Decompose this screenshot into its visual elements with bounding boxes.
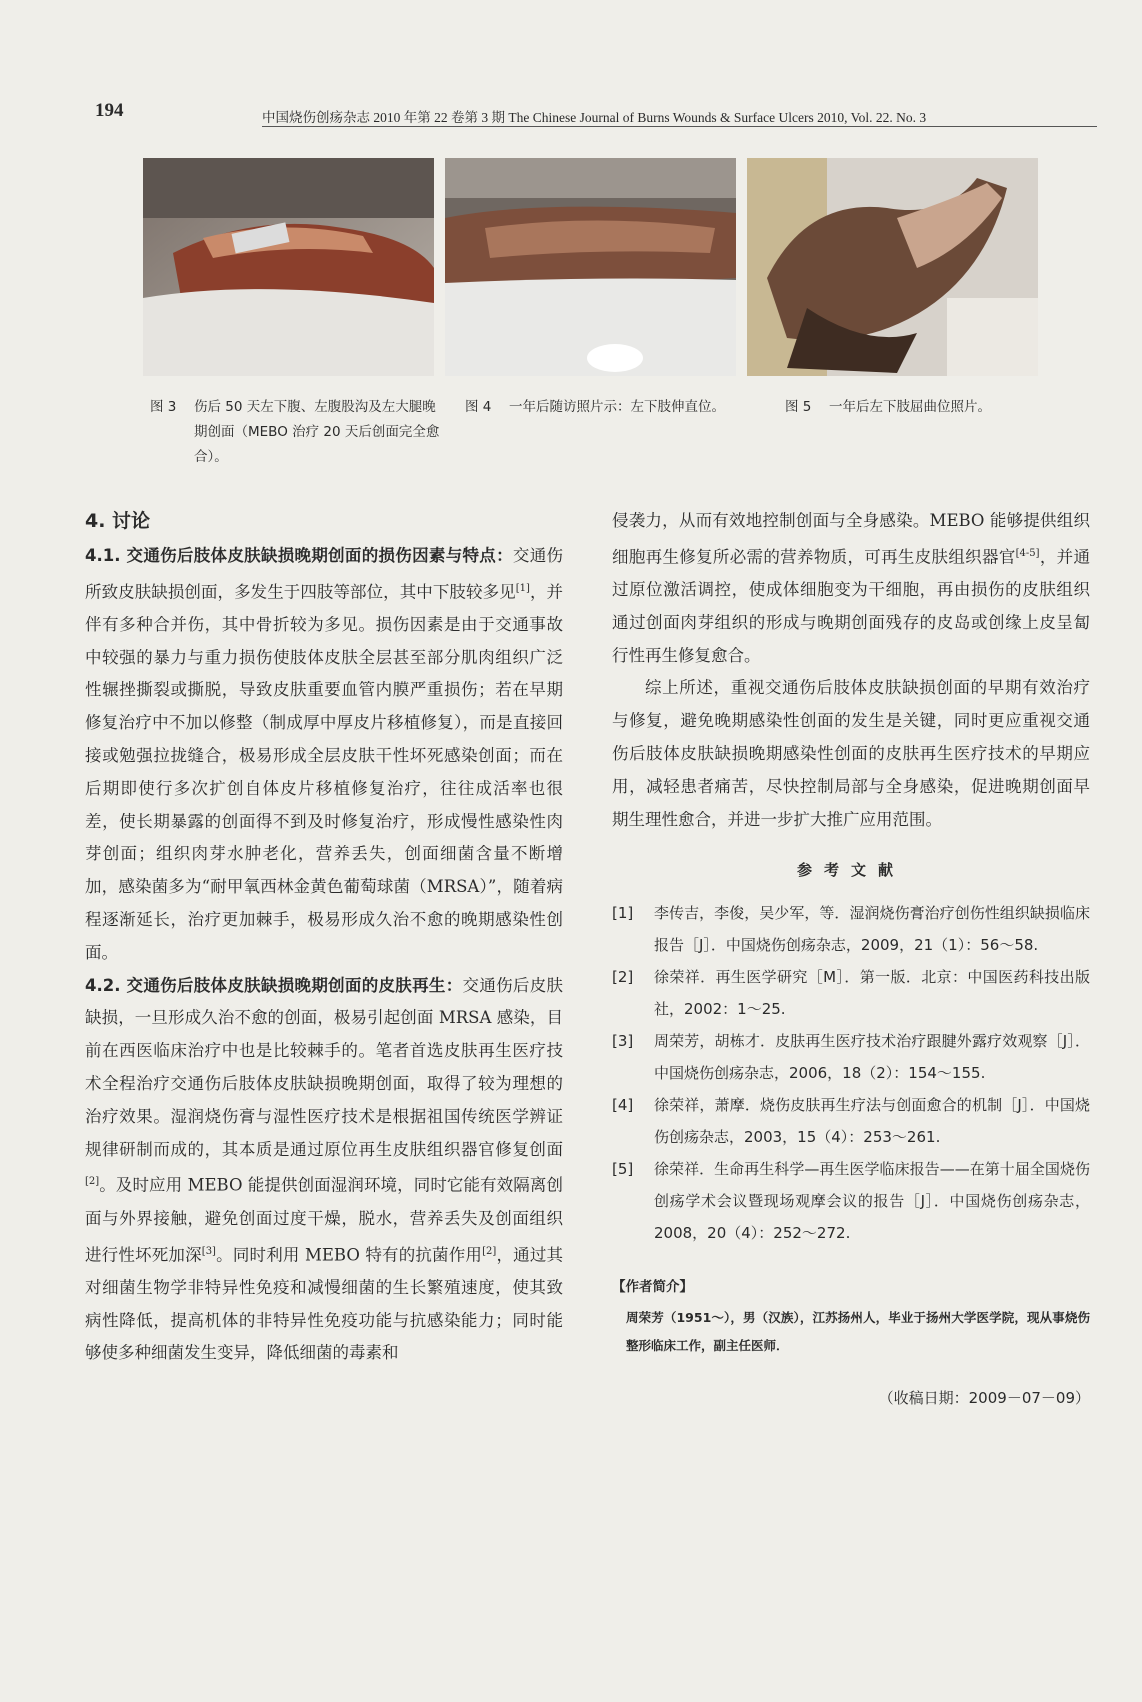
figure-4-caption (465, 395, 735, 420)
reference-text: 徐荣祥．再生医学研究［M］．第一版．北京：中国医药科技出版社，2002：1～25. (654, 968, 1090, 1019)
figure-3-number: 图 3 (150, 399, 177, 415)
reference-text: 李传吉，李俊，吴少军，等．湿润烧伤膏治疗创伤性组织缺损临床报告［J］．中国烧伤创疡杂志，2009，21（1）：56～58. (654, 904, 1090, 955)
author-heading: 【作者简介】 (612, 1279, 693, 1296)
figure-4-photo (445, 158, 736, 376)
figure-5-caption (785, 395, 1075, 420)
figure-5-text: 一年后左下肢屈曲位照片。 (829, 399, 991, 415)
right-paragraph-1 (612, 505, 1090, 672)
header-rule (262, 126, 1097, 127)
reference-item (612, 1153, 1090, 1249)
citation-3: [3] (201, 1245, 216, 1257)
section-4-1-title: 4.1. 交通伤后肢体皮肤缺损晚期创面的损伤因素与特点： (85, 545, 513, 565)
citation-2: [2] (85, 1176, 100, 1188)
references-title: 参考文献 (796, 861, 905, 880)
reference-number: [1] (612, 904, 634, 923)
reference-number: [5] (612, 1160, 634, 1179)
section-4-1-text-a: 交通伤所致皮肤缺损创面，多发生于四肢等部位，其中下肢较多见 (85, 545, 564, 602)
section-4-2-text-c: 。同时利用 MEBO 特有的抗菌作用 (215, 1245, 483, 1265)
section-4-1-text-b: ，并伴有多种合并伤，其中骨折较为多见。损伤因素是由于交通事故中较强的暴力与重力损伤使肢体皮肤全层甚至部分肌肉组织广泛性辗挫撕裂或撕脱，导致皮肤重要血管内膜严重损伤；若在早期修复治疗中不加以修整（制成厚中厚皮片移植修复），而是直接回接或勉强拉拢缝合，极易形成全层皮肤干性坏死感染创面；而在后期即使行多次扩创自体皮片移植修复治疗，往往成活率也很差，使长期暴露的创面得不到及时修复治疗，形成慢性感染性肉芽创面；组织肉芽水肿老化，营养丢失，创面细菌含量不断增加，感染菌多为“耐甲氧西林金黄色葡萄球菌（MRSA）”，随着病程逐渐延长，治疗更加棘手，极易形成久治不愈的晚期感染性创面。 (85, 582, 564, 962)
figure-5-photo (747, 158, 1038, 376)
citation-2b: [2] (482, 1245, 497, 1257)
citation-1: [1] (515, 582, 530, 594)
right-paragraph-2: 综上所述，重视交通伤后肢体皮肤缺损创面的早期有效治疗与修复，避免晚期感染性创面的发生是关键，同时更应重视交通伤后肢体皮肤缺损晚期感染性创面的皮肤再生医疗技术的早期应用，减轻患者痛苦，尽快控制局部与全身感染，促进晚期创面早期生理性愈合，并进一步扩大推广应用范围。 (612, 678, 1090, 829)
author-bio: 周荣芳（1951～），男（汉族），江苏扬州人，毕业于扬州大学医学院，现从事烧伤整形临床工作，副主任医师． (626, 1310, 1090, 1354)
right-p1-text-a: 侵袭力，从而有效地控制创面与全身感染。MEBO 能够提供组织细胞再生修复所必需的营养物质，可再生皮肤组织器官 (612, 511, 1090, 567)
figure-3-text: 伤后 50 天左下腹、左腹股沟及左大腿晚期创面（MEBO 治疗 20 天后创面完全愈合）。 (194, 399, 440, 465)
figure-3-photo (143, 158, 434, 376)
reference-item (612, 897, 1090, 961)
running-head: 中国烧伤创疡杂志 2010 年第 22 卷第 3 期 The Chinese Journal of Burns Wounds & Surface Ulcers 2010, Vol. 22. No. 3 (262, 110, 927, 125)
reference-number: [4] (612, 1096, 634, 1115)
citation-4-5: [4-5] (1015, 547, 1040, 559)
left-column (85, 505, 563, 1370)
reference-item (612, 1025, 1090, 1089)
reference-item (612, 1089, 1090, 1153)
figure-4-number: 图 4 (465, 399, 492, 415)
section-4-2 (85, 970, 563, 1371)
section-4-2-text-b: 。及时应用 MEBO 能提供创面湿润环境，同时它能有效隔离创面与外界接触，避免创面过度干燥，脱水，营养丢失及创面组织进行性坏死加深 (85, 1175, 563, 1265)
reference-text: 徐荣祥，萧摩．烧伤皮肤再生疗法与创面愈合的机制［J］．中国烧伤创疡杂志，2003，15（4）：253～261. (654, 1096, 1090, 1147)
reference-text: 徐荣祥．生命再生科学—再生医学临床报告——在第十届全国烧伤创疡学术会议暨现场观摩会议的报告［J］．中国烧伤创疡杂志，2008，20（4）：252～272. (654, 1160, 1090, 1243)
reference-item (612, 961, 1090, 1025)
section-title-discussion: 4. 讨论 (85, 510, 151, 532)
section-4-2-text-a: 交通伤后皮肤缺损，一旦形成久治不愈的创面，极易引起创面 MRSA 感染，目前在西医临床治疗中也是比较棘手的。笔者首选皮肤再生医疗技术全程治疗交通伤后肢体皮肤缺损晚期创面，取得了较为理想的治疗效果。湿润烧伤膏与湿性医疗技术是根据祖国传统医学辨证规律研制而成的，其本质是通过原位再生皮肤组织器官修复创面 (85, 975, 564, 1159)
section-4-2-title: 4.2. 交通伤后肢体皮肤缺损晚期创面的皮肤再生： (85, 975, 463, 995)
right-p1-text-b: ，并通过原位激活调控，使成体细胞变为干细胞，再由损伤的皮肤组织通过创面肉芽组织的形成与晚期创面残存的皮岛或创缘上皮呈匐行性再生修复愈合。 (612, 547, 1091, 665)
figure-4-text: 一年后随访照片示：左下肢伸直位。 (509, 399, 725, 415)
figure-3-caption (150, 395, 440, 470)
page-number: 194 (95, 100, 124, 121)
figure-5-number: 图 5 (785, 399, 812, 415)
reference-text: 周荣芳，胡栋才．皮肤再生医疗技术治疗跟腱外露疗效观察［J］．中国烧伤创疡杂志，2006，18（2）：154～155. (654, 1032, 1090, 1083)
reference-number: [2] (612, 968, 634, 987)
reference-number: [3] (612, 1032, 634, 1051)
section-4-1 (85, 540, 563, 970)
right-column (612, 505, 1090, 1415)
section-4-2-text-d: ，通过其对细菌生物学非特异性免疫和减慢细菌的生长繁殖速度，使其致病性降低，提高机体的非特异性免疫功能与抗感染能力；同时能够使多种细菌发生变异，降低细菌的毒素和 (85, 1245, 564, 1363)
received-date: （收稿日期：2009－07－09） (878, 1389, 1090, 1408)
